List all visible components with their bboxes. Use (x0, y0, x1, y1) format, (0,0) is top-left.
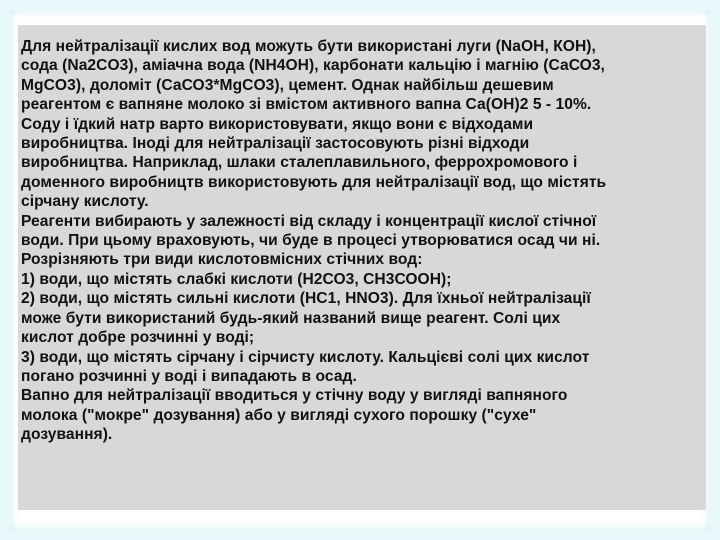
text-line: сірчану кислоту. (21, 193, 149, 211)
text-line: Вапно для нейтралізації вводиться у стічну воду у вигляді вапняного (21, 387, 568, 405)
text-line: реагентом є вапняне молоко зі вмістом активного вапна Са(ОН)2 5 - 10%. (21, 96, 592, 114)
text-line: може бути використаний будь-який названий вище реагент. Солі цих (21, 309, 561, 327)
text-line: води. При цьому враховують, чи буде в процесі утворюватися осад чи ні. (21, 232, 601, 250)
text-line: MgCO3), доломіт (СаСО3*MgCO3), цемент. Однак найбільш дешевим (21, 76, 554, 94)
text-line: 3) води, що містять сірчану і сірчисту кислоту. Кальцієві солі цих кислот (21, 348, 590, 366)
text-line: 1) води, що містять слабкі кислоти (Н2СО3, СН3СООН); (21, 270, 452, 288)
text-line: доменного виробництв використовують для нейтралізації вод, що містять (21, 173, 607, 191)
text-line: погано розчинні у воді і випадають в осад. (21, 367, 357, 385)
text-line: виробництва. Наприклад, шлаки сталеплавильного, феррохромового і (21, 154, 578, 172)
text-line: молока ("мокре" дозування) або у вигляді сухого порошку ("сухе" (21, 406, 537, 424)
text-line: 2) води, що містять сильні кислоти (НС1, HNO3). Для їхньої нейтралізації (21, 290, 591, 308)
text-line: Для нейтралізації кислих вод можуть бути використані луги (NaOH, КОН), (21, 38, 596, 55)
slide-body-text (21, 37, 701, 445)
text-line: Розрізняють три види кислотовмісних стічних вод: (21, 251, 423, 269)
text-line: виробництва. Іноді для нейтралізації застосовують різні відходи (21, 135, 530, 153)
text-line: сода (Na2CO3), аміачна вода (NH4OH), карбонати кальцію і магнію (СаСО3, (21, 57, 605, 75)
text-line: Реагенти вибирають у залежності від складу і концентрації кислої стічної (21, 212, 597, 230)
text-line: кислот добре розчинні у воді; (21, 329, 255, 347)
text-panel (18, 25, 706, 510)
text-line: дозування). (21, 426, 113, 444)
text-line: Соду і їдкий натр варто використовувати, якщо вони є відходами (21, 115, 534, 133)
